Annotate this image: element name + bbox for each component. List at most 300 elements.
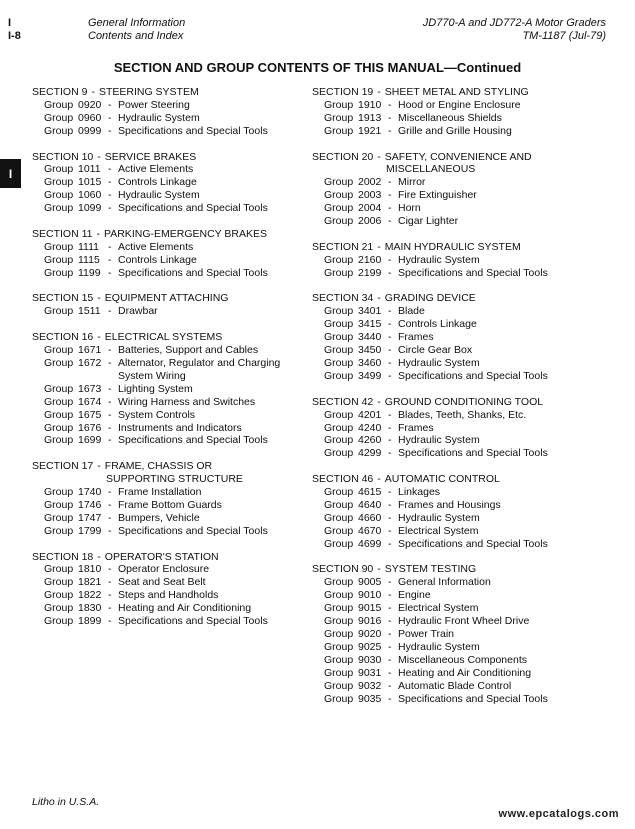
group-name: Specifications and Special Tools [398, 537, 548, 550]
group-name: Instruments and Indicators [118, 421, 242, 434]
group-dash: - [108, 563, 112, 576]
group-row [312, 693, 548, 706]
group-number: 1810 [78, 563, 102, 576]
section-heading [312, 563, 548, 576]
group-row [312, 215, 548, 228]
group-label: Group [44, 434, 74, 447]
section-number: SECTION 46 [312, 473, 374, 486]
right-column [312, 86, 548, 718]
group-label: Group [44, 382, 74, 395]
group-number: 3450 [358, 344, 382, 357]
group-dash: - [388, 627, 392, 640]
group-name: Lighting System [118, 382, 193, 395]
section-heading [32, 460, 280, 473]
section-title: GRADING DEVICE [384, 292, 476, 305]
group-dash: - [388, 498, 392, 511]
group-name: Hydraulic System [118, 189, 200, 202]
group-number: 4260 [358, 434, 382, 447]
group-row [312, 538, 548, 551]
group-row [32, 344, 280, 357]
section-heading [32, 86, 280, 99]
group-number: 1015 [78, 176, 102, 189]
group-row [312, 486, 548, 499]
group-number: 4670 [358, 524, 382, 537]
group-row [32, 357, 280, 370]
group-row [312, 589, 548, 602]
group-dash: - [108, 163, 112, 176]
group-number: 9010 [358, 589, 382, 602]
group-dash: - [108, 498, 112, 511]
group-label: Group [44, 602, 74, 615]
group-number: 4699 [358, 537, 382, 550]
section-number: SECTION 20 [312, 150, 374, 163]
group-row [312, 602, 548, 615]
group-label: Group [324, 176, 354, 189]
group-label: Group [44, 189, 74, 202]
group-dash: - [388, 602, 392, 615]
section-heading [32, 551, 280, 564]
group-dash: - [388, 189, 392, 202]
group-dash: - [388, 589, 392, 602]
group-dash: - [388, 511, 392, 524]
group-row [32, 202, 280, 215]
group-number: 1746 [78, 498, 102, 511]
section-block [32, 551, 280, 628]
group-label: Group [324, 602, 354, 615]
group-label: Group [44, 98, 74, 111]
group-name: Specifications and Special Tools [118, 615, 268, 628]
group-label: Group [324, 537, 354, 550]
group-name: Active Elements [118, 163, 194, 176]
group-label: Group [324, 640, 354, 653]
group-name: System Controls [118, 408, 196, 421]
group-label: Group [44, 111, 74, 124]
group-name: Blade [398, 305, 425, 318]
group-label: Group [324, 98, 354, 111]
group-number: 4201 [358, 408, 382, 421]
group-dash: - [388, 653, 392, 666]
group-row [32, 176, 280, 189]
group-row [312, 176, 548, 189]
group-label: Group [324, 253, 354, 266]
group-dash: - [108, 266, 112, 279]
section-title: EQUIPMENT ATTACHING [104, 292, 229, 305]
section-title-continued: SUPPORTING STRUCTURE [106, 473, 243, 486]
group-label: Group [44, 124, 74, 137]
group-row [312, 576, 548, 589]
group-dash: - [388, 253, 392, 266]
group-dash: - [388, 576, 392, 589]
group-name: Circle Gear Box [398, 344, 473, 357]
group-label: Group [324, 189, 354, 202]
group-number: 9016 [358, 615, 382, 628]
section-title: OPERATOR'S STATION [104, 550, 219, 563]
group-label: Group [324, 356, 354, 369]
group-name: Hood or Engine Enclosure [398, 98, 521, 111]
group-number: 4660 [358, 511, 382, 524]
group-row [32, 383, 280, 396]
group-number: 3440 [358, 331, 382, 344]
group-label: Group [324, 408, 354, 421]
group-label: Group [44, 266, 74, 279]
section-block [32, 292, 280, 318]
section-dash: - [377, 150, 381, 163]
group-label: Group [44, 163, 74, 176]
section-number: SECTION 18 [32, 550, 94, 563]
group-number: 1511 [78, 305, 101, 318]
group-name: Specifications and Special Tools [398, 692, 548, 705]
group-row [32, 486, 280, 499]
header-chapter: I [8, 17, 12, 29]
group-dash: - [108, 434, 112, 447]
group-name: Frame Installation [118, 486, 202, 499]
group-dash: - [388, 692, 392, 705]
group-label: Group [44, 202, 74, 215]
group-row [312, 318, 548, 331]
group-number: 2160 [358, 253, 382, 266]
group-label: Group [324, 369, 354, 382]
group-label: Group [324, 124, 354, 137]
group-dash: - [108, 305, 112, 318]
group-label: Group [44, 356, 74, 369]
group-name: Heating and Air Conditioning [398, 666, 532, 679]
group-dash: - [388, 486, 392, 499]
group-row [312, 370, 548, 383]
group-name: Specifications and Special Tools [398, 369, 548, 382]
group-dash: - [108, 524, 112, 537]
group-name: Batteries, Support and Cables [118, 344, 259, 357]
group-label: Group [324, 486, 354, 499]
group-label: Group [44, 176, 74, 189]
group-name: Power Train [398, 627, 455, 640]
group-name: Hydraulic System [398, 640, 480, 653]
section-number: SECTION 21 [312, 240, 374, 253]
group-name: Automatic Blade Control [398, 679, 512, 692]
group-row [312, 667, 548, 680]
group-row [32, 589, 280, 602]
group-row [32, 512, 280, 525]
group-number: 1115 [78, 253, 100, 266]
group-number: 2003 [358, 189, 382, 202]
section-title: AUTOMATIC CONTROL [384, 473, 500, 486]
group-number: 1674 [78, 395, 102, 408]
group-dash: - [388, 640, 392, 653]
group-dash: - [388, 421, 392, 434]
group-dash: - [108, 511, 112, 524]
section-dash: - [97, 292, 101, 305]
section-number: SECTION 19 [312, 86, 374, 98]
group-name: Cigar Lighter [398, 215, 459, 228]
group-name: Grille and Grille Housing [398, 124, 512, 137]
group-dash: - [108, 98, 112, 111]
header-machine: JD770-A and JD772-A Motor Graders [422, 17, 606, 29]
group-row [32, 525, 280, 538]
section-dash: - [377, 240, 381, 253]
group-name: Hydraulic System [398, 356, 480, 369]
section-title: SYSTEM TESTING [384, 563, 477, 576]
group-name: Specifications and Special Tools [118, 266, 268, 279]
group-label: Group [324, 627, 354, 640]
section-block [312, 563, 548, 705]
group-name: Controls Linkage [118, 253, 197, 266]
section-number: SECTION 11 [32, 227, 93, 240]
group-dash: - [108, 382, 112, 395]
group-dash: - [388, 111, 392, 124]
group-label: Group [324, 266, 354, 279]
group-row [312, 641, 548, 654]
group-name: Drawbar [118, 305, 158, 318]
group-label: Group [324, 666, 354, 679]
group-label: Group [324, 331, 354, 344]
section-block [312, 241, 548, 280]
group-name: Electrical System [398, 524, 479, 537]
group-row [312, 99, 548, 112]
group-dash: - [388, 434, 392, 447]
section-tab-marker: I [0, 159, 21, 188]
page-title: SECTION AND GROUP CONTENTS OF THIS MANUAL—Continued [113, 60, 522, 75]
group-dash: - [108, 615, 112, 628]
group-name: Frames [398, 331, 434, 344]
section-block [312, 151, 548, 228]
group-name: Miscellaneous Components [398, 653, 527, 666]
group-dash: - [108, 253, 112, 266]
group-dash: - [108, 240, 112, 253]
group-row [312, 267, 548, 280]
group-row [312, 344, 548, 357]
printed-in-note: Litho in U.S.A. [32, 796, 100, 808]
group-name: Specifications and Special Tools [118, 524, 268, 537]
group-number: 1699 [78, 434, 102, 447]
group-dash: - [388, 176, 392, 189]
group-row [312, 125, 548, 138]
group-dash: - [108, 602, 112, 615]
group-row [312, 305, 548, 318]
section-dash: - [97, 331, 101, 344]
group-number: 1913 [358, 111, 382, 124]
group-name: Operator Enclosure [118, 563, 210, 576]
group-dash: - [388, 124, 392, 137]
group-dash: - [388, 98, 392, 111]
section-heading [32, 151, 280, 164]
group-label: Group [324, 524, 354, 537]
section-block [32, 151, 280, 216]
section-heading [312, 292, 548, 305]
section-number: SECTION 15 [32, 292, 94, 305]
group-number: 1011 [78, 163, 101, 176]
group-name: Hydraulic System [398, 253, 480, 266]
group-row [32, 305, 280, 318]
section-title: SERVICE BRAKES [104, 150, 197, 163]
group-dash: - [108, 124, 112, 137]
section-dash: - [377, 86, 381, 98]
group-row [32, 125, 280, 138]
group-name: Hydraulic Front Wheel Drive [398, 615, 530, 628]
group-number: 1671 [78, 344, 102, 357]
group-name: Specifications and Special Tools [118, 124, 268, 137]
group-number: 3401 [358, 305, 382, 318]
group-dash: - [388, 344, 392, 357]
group-row [312, 434, 548, 447]
group-dash: - [108, 486, 112, 499]
group-row [312, 654, 548, 667]
group-number: 9020 [358, 627, 382, 640]
group-label: Group [44, 421, 74, 434]
section-block [32, 228, 280, 280]
group-number: 3460 [358, 356, 382, 369]
group-label: Group [324, 511, 354, 524]
section-block [312, 396, 548, 461]
group-dash: - [388, 537, 392, 550]
section-heading [32, 228, 280, 241]
group-number: 9031 [358, 666, 382, 679]
group-number: 4640 [358, 498, 382, 511]
group-dash: - [388, 666, 392, 679]
group-number: 1910 [358, 98, 382, 111]
group-name: Wiring Harness and Switches [118, 395, 256, 408]
group-number: 2004 [358, 202, 382, 215]
group-number: 1899 [78, 615, 102, 628]
group-row [312, 499, 548, 512]
group-label: Group [44, 408, 74, 421]
section-dash: - [377, 395, 381, 408]
group-name: Blades, Teeth, Shanks, Etc. [398, 408, 527, 421]
group-number: 1676 [78, 421, 102, 434]
group-number: 9005 [358, 576, 382, 589]
group-dash: - [108, 189, 112, 202]
group-row [32, 576, 280, 589]
group-dash: - [108, 176, 112, 189]
group-row [312, 512, 548, 525]
group-number: 3499 [358, 369, 382, 382]
group-row [32, 434, 280, 447]
group-name: Bumpers, Vehicle [118, 511, 200, 524]
group-dash: - [108, 589, 112, 602]
group-label: Group [44, 344, 74, 357]
group-row [312, 189, 548, 202]
section-block [312, 86, 548, 138]
group-dash: - [108, 421, 112, 434]
section-dash: - [97, 150, 101, 163]
group-label: Group [324, 679, 354, 692]
group-name: Active Elements [118, 240, 194, 253]
left-column [32, 86, 280, 641]
header-manual-number: TM-1187 (Jul-79) [522, 30, 606, 42]
group-number: 1799 [78, 524, 102, 537]
group-row [312, 357, 548, 370]
section-dash: - [97, 460, 101, 473]
group-number: 1821 [78, 576, 102, 589]
group-name: Hydraulic System [398, 511, 480, 524]
header-chapter-title: General Information [88, 17, 186, 29]
group-row [312, 628, 548, 641]
group-row [32, 563, 280, 576]
header-subtitle: Contents and Index [88, 30, 184, 42]
group-label: Group [324, 434, 354, 447]
group-number: 9030 [358, 653, 382, 666]
group-label: Group [44, 615, 74, 628]
group-dash: - [108, 408, 112, 421]
section-block [32, 86, 280, 138]
section-heading [32, 292, 280, 305]
group-name: Electrical System [398, 602, 479, 615]
section-heading [32, 331, 280, 344]
group-dash: - [108, 576, 112, 589]
group-number: 1747 [78, 511, 102, 524]
section-title: PARKING-EMERGENCY BRAKES [104, 227, 267, 240]
group-dash: - [388, 266, 392, 279]
group-row [32, 267, 280, 280]
group-number: 1830 [78, 602, 102, 615]
group-label: Group [44, 511, 74, 524]
group-dash: - [388, 202, 392, 215]
group-name: Mirror [398, 176, 426, 189]
group-label: Group [44, 240, 74, 253]
group-name: Specifications and Special Tools [398, 447, 548, 460]
group-label: Group [44, 486, 74, 499]
group-row [32, 499, 280, 512]
group-number: 4615 [358, 486, 382, 499]
group-name: Power Steering [118, 98, 190, 111]
group-name: Fire Extinguisher [398, 189, 477, 202]
section-block [312, 292, 548, 382]
group-label: Group [44, 305, 74, 318]
group-label: Group [324, 318, 354, 331]
section-number: SECTION 17 [32, 460, 94, 473]
group-row [312, 525, 548, 538]
group-dash: - [388, 524, 392, 537]
group-row [312, 680, 548, 693]
group-number: 9035 [358, 692, 382, 705]
group-label: Group [324, 589, 354, 602]
group-number: 1672 [78, 356, 102, 369]
group-row [32, 615, 280, 628]
section-dash: - [377, 292, 381, 305]
group-name: Controls Linkage [118, 176, 197, 189]
section-number: SECTION 42 [312, 395, 374, 408]
group-label: Group [44, 576, 74, 589]
section-title: FRAME, CHASSIS OR [104, 460, 213, 473]
section-title: ELECTRICAL SYSTEMS [104, 331, 223, 344]
group-row [32, 112, 280, 125]
group-label: Group [324, 202, 354, 215]
group-dash: - [108, 344, 112, 357]
group-label: Group [44, 498, 74, 511]
group-name: Miscellaneous Shields [398, 111, 502, 124]
group-name: Frames and Housings [398, 498, 501, 511]
group-number: 9015 [358, 602, 382, 615]
section-title: SAFETY, CONVENIENCE AND [384, 150, 532, 163]
group-label: Group [44, 253, 74, 266]
group-label: Group [324, 305, 354, 318]
section-number: SECTION 10 [32, 150, 94, 163]
group-name: Specifications and Special Tools [118, 202, 268, 215]
group-dash: - [388, 679, 392, 692]
section-block [32, 460, 280, 537]
group-label: Group [324, 576, 354, 589]
section-number: SECTION 16 [32, 331, 94, 344]
group-name-continued: System Wiring [118, 369, 186, 382]
group-name: Heating and Air Conditioning [118, 602, 252, 615]
group-label: Group [324, 111, 354, 124]
group-dash: - [388, 447, 392, 460]
group-dash: - [388, 331, 392, 344]
group-label: Group [324, 421, 354, 434]
group-name: Hydraulic System [398, 434, 480, 447]
group-label: Group [324, 498, 354, 511]
group-number: 0999 [78, 124, 102, 137]
group-name: General Information [398, 576, 491, 589]
group-row [312, 447, 548, 460]
